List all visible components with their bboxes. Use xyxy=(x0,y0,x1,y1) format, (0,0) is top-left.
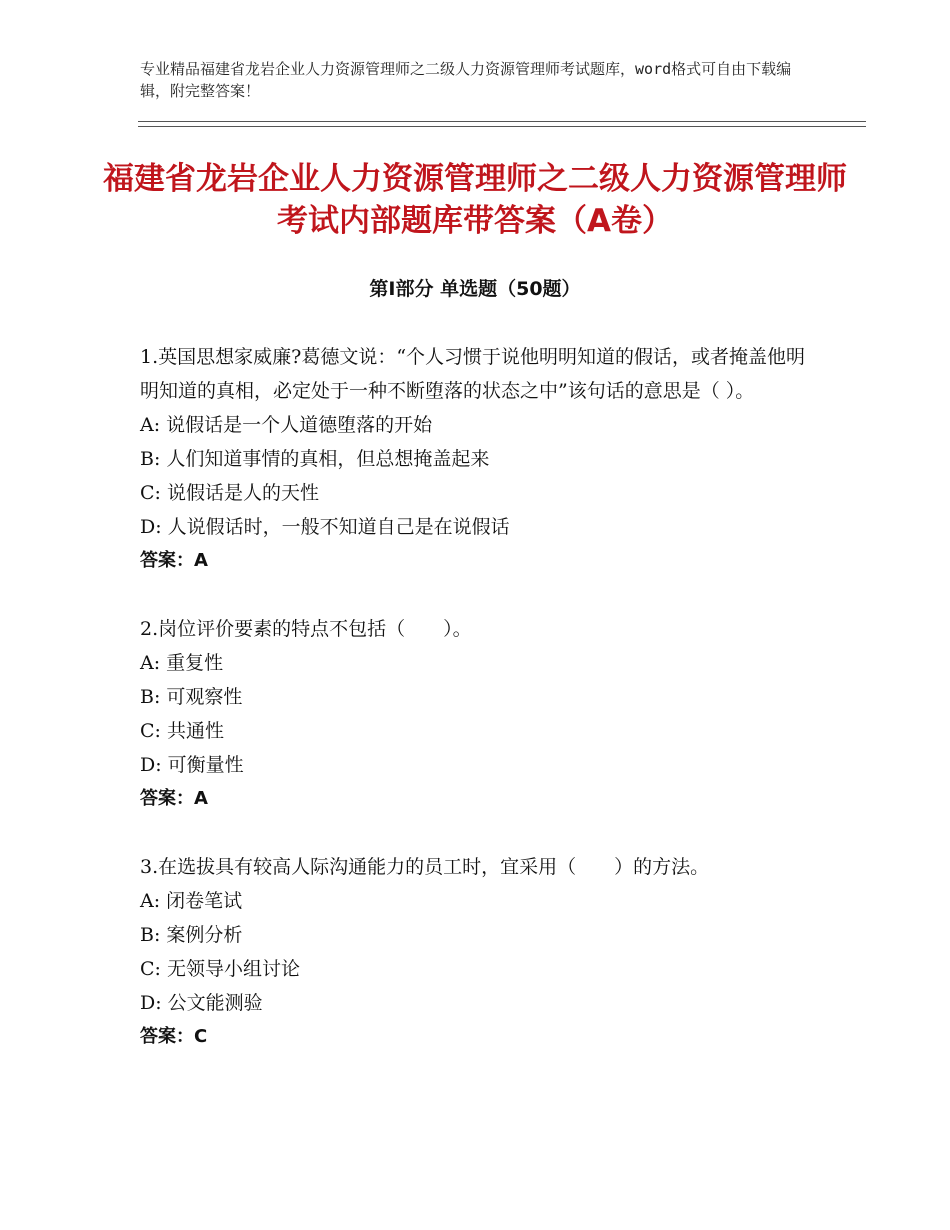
option-b: B: 案例分析 xyxy=(140,924,243,946)
option-c: C: 无领导小组讨论 xyxy=(140,958,300,980)
question-list xyxy=(140,340,810,1088)
header-note: 专业精品福建省龙岩企业人力资源管理师之二级人力资源管理师考试题库，word格式可自由下载编辑，附完整答案！ xyxy=(140,60,792,100)
option-a: A: 说假话是一个人道德堕落的开始 xyxy=(140,414,433,436)
answer-label: 答案：A xyxy=(140,550,208,571)
option-d: D: 可衡量性 xyxy=(140,754,244,776)
option-c: C: 共通性 xyxy=(140,720,224,742)
question-3 xyxy=(140,850,810,1054)
answer-label: 答案：A xyxy=(140,788,208,809)
question-stem: 3.在选拔具有较高人际沟通能力的员工时，宜采用（ ）的方法。 xyxy=(140,856,710,878)
question-stem: 2.岗位评价要素的特点不包括（ ）。 xyxy=(140,618,472,640)
option-b: B: 人们知道事情的真相，但总想掩盖起来 xyxy=(140,448,490,470)
option-d: D: 人说假话时，一般不知道自己是在说假话 xyxy=(140,516,510,538)
option-b: B: 可观察性 xyxy=(140,686,243,708)
option-c: C: 说假话是人的天性 xyxy=(140,482,319,504)
document-title: 福建省龙岩企业人力资源管理师之二级人力资源管理师考试内部题库带答案（A卷） xyxy=(103,161,847,239)
section-heading: 第Ⅰ部分 单选题（50题） xyxy=(369,278,581,300)
question-1 xyxy=(140,340,810,578)
answer-label: 答案：C xyxy=(140,1026,208,1047)
question-stem: 1.英国思想家威廉?葛德文说：“个人习惯于说他明明知道的假话，或者掩盖他明明知道的真相，必定处于一种不断堕落的状态之中”该句话的意思是（ ）。 xyxy=(140,346,806,402)
option-a: A: 重复性 xyxy=(140,652,224,674)
option-a: A: 闭卷笔试 xyxy=(140,890,243,912)
header-divider xyxy=(138,121,866,127)
question-2 xyxy=(140,612,810,816)
option-d: D: 公文能测验 xyxy=(140,992,263,1014)
